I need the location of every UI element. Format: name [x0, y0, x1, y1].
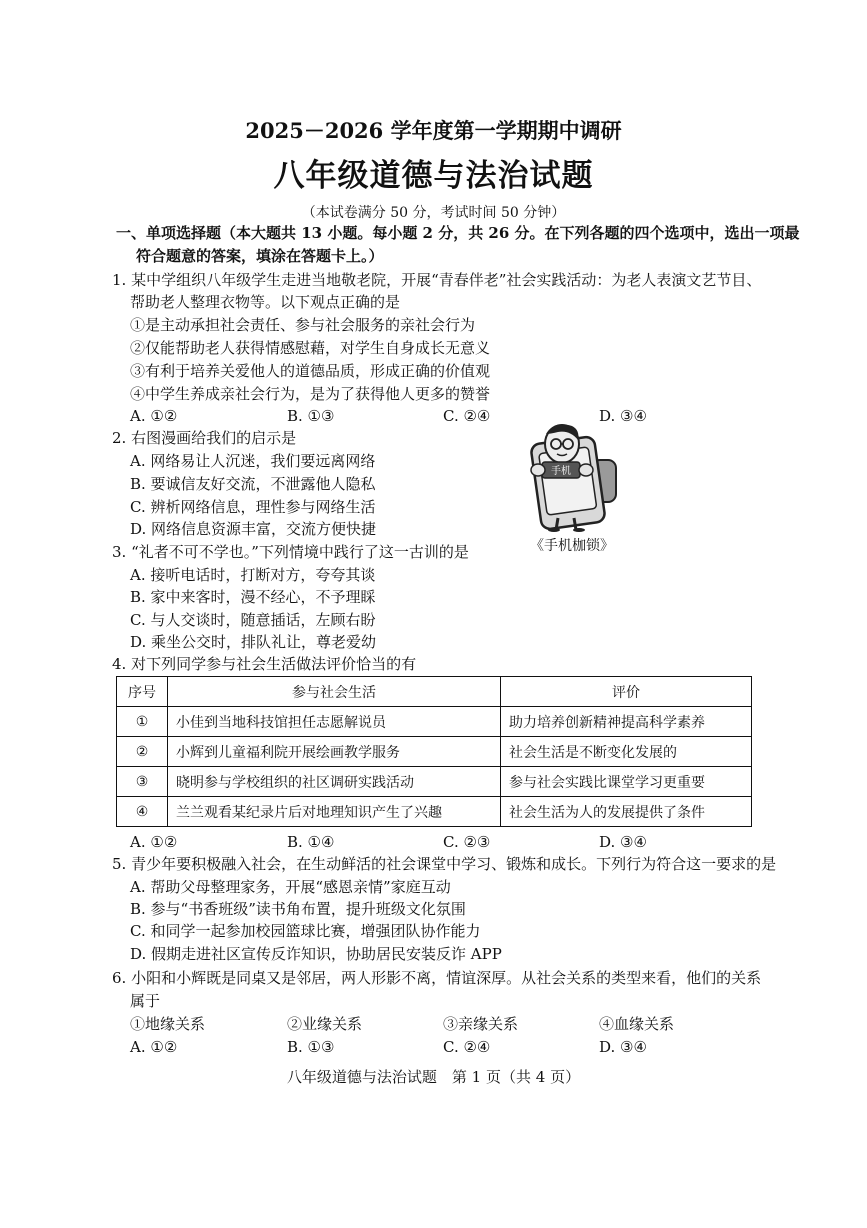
section-instruction-line1: 一、单项选择题（本大题共 13 小题。每小题 2 分，共 26 分。在下列各题的四个选项中，选出一项最	[116, 224, 800, 242]
q1-stem-line1: 1. 某中学组织八年级学生走进当地敬老院，开展“青春伴老”社会实践活动：为老人表演文艺节目、	[112, 271, 762, 289]
exam-period-title: 2025－2026 学年度第一学期期中调研	[245, 118, 622, 143]
q3-stem: 3. “礼者不可不学也。”下列情境中践行了这一古训的是	[112, 543, 469, 561]
q6-item: ①地缘关系	[130, 1015, 206, 1033]
q6-stem-line2: 属于	[130, 992, 161, 1010]
q1-option-a: A. ①②	[130, 407, 178, 425]
q1-item: ③有利于培养关爱他人的道德品质，形成正确的价值观	[130, 362, 491, 380]
q5-stem: 5. 青少年要积极融入社会，在生动鲜活的社会课堂中学习、锻炼和成长。下列行为符合这一要求的是	[112, 855, 777, 873]
table-row	[117, 797, 752, 827]
row-number: ①	[117, 707, 168, 737]
exam-subject-title: 八年级道德与法治试题	[273, 158, 594, 194]
cartoon-caption: 《手机枷锁》	[530, 538, 614, 554]
row-evaluation: 社会生活为人的发展提供了条件	[501, 797, 752, 827]
table-row	[117, 737, 752, 767]
q3-option-d: D. 乘坐公交时，排队礼让，尊老爱幼	[130, 633, 377, 651]
q4-option-a: A. ①②	[130, 833, 178, 851]
q2-option-c: C. 辨析网络信息，理性参与网络生活	[130, 498, 376, 516]
column-header-activity: 参与社会生活	[168, 677, 501, 707]
q6-item: ②业缘关系	[287, 1015, 363, 1033]
q4-option-d: D. ③④	[599, 833, 647, 851]
table-row	[117, 707, 752, 737]
row-activity: 小佳到当地科技馆担任志愿解说员	[168, 707, 501, 737]
row-number: ②	[117, 737, 168, 767]
q1-option-b: B. ①③	[287, 407, 335, 425]
q4-option-c: C. ②③	[443, 833, 491, 851]
column-header-evaluation: 评价	[501, 677, 752, 707]
row-evaluation: 社会生活是不断变化发展的	[501, 737, 752, 767]
q3-option-a: A. 接听电话时，打断对方，夸夸其谈	[130, 566, 376, 584]
q4-stem: 4. 对下列同学参与社会生活做法评价恰当的有	[112, 655, 417, 673]
section-instruction-line2: 符合题意的答案，填涂在答题卡上。）	[136, 247, 384, 265]
row-number: ④	[117, 797, 168, 827]
q6-option-a: A. ①②	[130, 1038, 178, 1056]
q3-option-b: B. 家中来客时，漫不经心，不予理睬	[130, 588, 376, 606]
q6-item: ③亲缘关系	[443, 1015, 519, 1033]
exam-note: （本试卷满分 50 分，考试时间 50 分钟）	[301, 205, 566, 221]
row-activity: 兰兰观看某纪录片后对地理知识产生了兴趣	[168, 797, 501, 827]
q1-option-c: C. ②④	[443, 407, 491, 425]
row-number: ③	[117, 767, 168, 797]
q5-option-b: B. 参与“书香班级”读书角布置，提升班级文化氛围	[130, 900, 466, 918]
evaluation-table	[116, 676, 752, 827]
row-activity: 晓明参与学校组织的社区调研实践活动	[168, 767, 501, 797]
q5-option-d: D. 假期走进社区宣传反诈知识，协助居民安装反诈 APP	[130, 945, 502, 963]
q4-option-b: B. ①④	[287, 833, 335, 851]
q6-option-b: B. ①③	[287, 1038, 335, 1056]
q1-item: ④中学生养成亲社会行为，是为了获得他人更多的赞誉	[130, 385, 491, 403]
q5-option-c: C. 和同学一起参加校园篮球比赛，增强团队协作能力	[130, 922, 481, 940]
q2-option-a: A. 网络易让人沉迷，我们要远离网络	[130, 452, 376, 470]
table-header-row	[117, 677, 752, 707]
q6-item: ④血缘关系	[599, 1015, 675, 1033]
q1-option-d: D. ③④	[599, 407, 647, 425]
q6-option-c: C. ②④	[443, 1038, 491, 1056]
page-footer: 八年级道德与法治试题 第 1 页（共 4 页）	[286, 1068, 581, 1086]
q2-option-d: D. 网络信息资源丰富，交流方便快捷	[130, 520, 377, 538]
table-row	[117, 767, 752, 797]
row-activity: 小辉到儿童福利院开展绘画教学服务	[168, 737, 501, 767]
q6-option-d: D. ③④	[599, 1038, 647, 1056]
phone-shackle-cartoon	[514, 420, 634, 532]
q3-option-c: C. 与人交谈时，随意插话，左顾右盼	[130, 611, 376, 629]
q6-stem-line1: 6. 小阳和小辉既是同桌又是邻居，两人形影不离，情谊深厚。从社会关系的类型来看，他们的关系	[112, 969, 762, 987]
q1-item: ②仅能帮助老人获得情感慰藉，对学生自身成长无意义	[130, 339, 491, 357]
q1-stem-line2: 帮助老人整理衣物等。以下观点正确的是	[130, 293, 401, 311]
row-evaluation: 参与社会实践比课堂学习更重要	[501, 767, 752, 797]
column-header-number: 序号	[117, 677, 168, 707]
q1-item: ①是主动承担社会责任、参与社会服务的亲社会行为	[130, 316, 476, 334]
q2-option-b: B. 要诚信友好交流，不泄露他人隐私	[130, 475, 376, 493]
row-evaluation: 助力培养创新精神提高科学素养	[501, 707, 752, 737]
cartoon-phone-label: 手机	[551, 466, 571, 477]
q2-stem: 2. 右图漫画给我们的启示是	[112, 429, 297, 447]
q5-option-a: A. 帮助父母整理家务，开展“感恩亲情”家庭互动	[130, 878, 451, 896]
